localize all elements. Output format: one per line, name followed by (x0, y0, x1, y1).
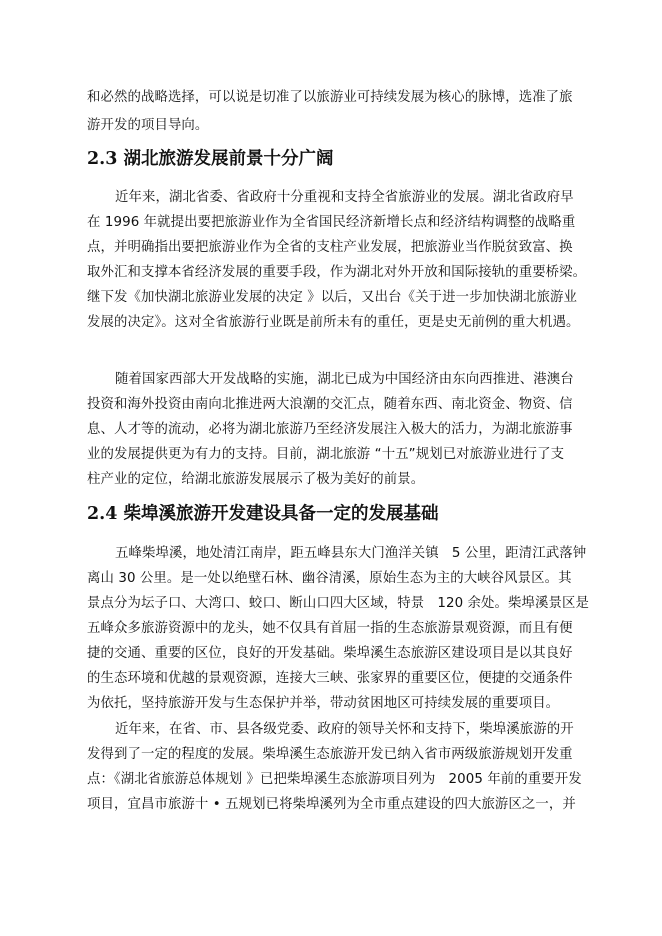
s24-p1-line-3: 景点分为坛子口、大湾口、蛟口、断山口四大区域，特景 120 余处。柴埠溪景区是 (87, 596, 589, 611)
s24-p1-line-5: 捷的交通、重要的区位，良好的开发基础。柴埠溪生态旅游区建设项目是以其良好 (87, 646, 573, 661)
s23-p1-line-6: 发展的决定》。这对全省旅游行业既是前所未有的重任，更是史无前例的重大机遇。 (87, 315, 580, 330)
s23-p1-line-3: 点，并明确指出要把旅游业作为全省的支柱产业发展，把旅游业当作脱贫致富、换 (87, 240, 573, 255)
section-2-4-heading: 2.4 柴埠溪旅游开发建设具备一定的发展基础 (87, 504, 439, 524)
s23-p2-line-3: 息、人才等的流动，必将为湖北旅游乃至经济发展注入极大的活力，为湖北旅游事 (87, 422, 573, 437)
section-2-3-heading: 2.3 湖北旅游发展前景十分广阔 (87, 149, 334, 169)
s24-p1-line-4: 五峰众多旅游资源中的龙头，她不仅具有首屈一指的生态旅游景观资源，而且有便 (87, 621, 573, 636)
s24-p1-line-7: 为依托，坚持旅游开发与生态保护并举，带动贫困地区可持续发展的重要项目。 (87, 696, 560, 711)
s24-p1-line-1: 五峰柴埠溪，地处清江南岸，距五峰县东大门渔洋关镇 5 公里，距清江武落钟 (115, 546, 587, 561)
s23-p2-line-5: 柱产业的定位，给湖北旅游发展展示了极为美好的前景。 (87, 472, 425, 487)
s23-p1-line-4: 取外汇和支撑本省经济发展的重要手段，作为湖北对外开放和国际接轨的重要桥梁。 (87, 265, 587, 280)
s24-p1-line-2: 离山 30 公里。是一处以绝壁石林、幽谷清溪，原始生态为主的大峡谷风景区。其 (87, 571, 572, 586)
s24-p2-line-4: 项目，宜昌市旅游十 • 五规划已将柴埠溪列为全市重点建设的四大旅游区之一，并 (87, 797, 576, 812)
s24-p1-line-6: 的生态环境和优越的景观资源，连接大三峡、张家界的重要区位，便捷的交通条件 (87, 671, 573, 686)
s23-p2-line-1: 随着国家西部大开发战略的实施，湖北已成为中国经济由东向西推进、港澳台 (115, 372, 574, 387)
s23-p2-line-4: 业的发展提供更为有力的支持。目前，湖北旅游 “十五”规划已对旅游业进行了支 (87, 447, 565, 462)
s23-p1-line-5: 继下发《加快湖北旅游业发展的决定 》以后，又出台《关于进一步加快湖北旅游业 (87, 290, 578, 305)
s24-p2-line-3: 点：《湖北省旅游总体规划 》已把柴埠溪生态旅游项目列为 2005 年前的重要开发 (87, 772, 582, 787)
s23-p2-line-2: 投资和海外投资由南向北推进两大浪潮的交汇点，随着东西、南北资金、物资、信 (87, 397, 573, 412)
s24-p2-line-1: 近年来，在省、市、县各级党委、政府的领导关怀和支持下，柴埠溪旅游的开 (115, 722, 574, 737)
s23-p1-line-1: 近年来，湖北省委、省政府十分重视和支持全省旅游业的发展。湖北省政府早 (115, 190, 574, 205)
s24-p2-line-2: 发得到了一定的程度的发展。柴埠溪生态旅游开发已纳入省市两级旅游规划开发重 (87, 747, 573, 762)
s23-p1-line-2: 在 1996 年就提出要把旅游业作为全省国民经济新增长点和经济结构调整的战略重 (87, 215, 576, 230)
intro-line-2: 游开发的项目导向。 (87, 118, 209, 133)
intro-line-1: 和必然的战略选择，可以说是切准了以旅游业可持续发展为核心的脉博，选准了旅 (87, 90, 573, 105)
